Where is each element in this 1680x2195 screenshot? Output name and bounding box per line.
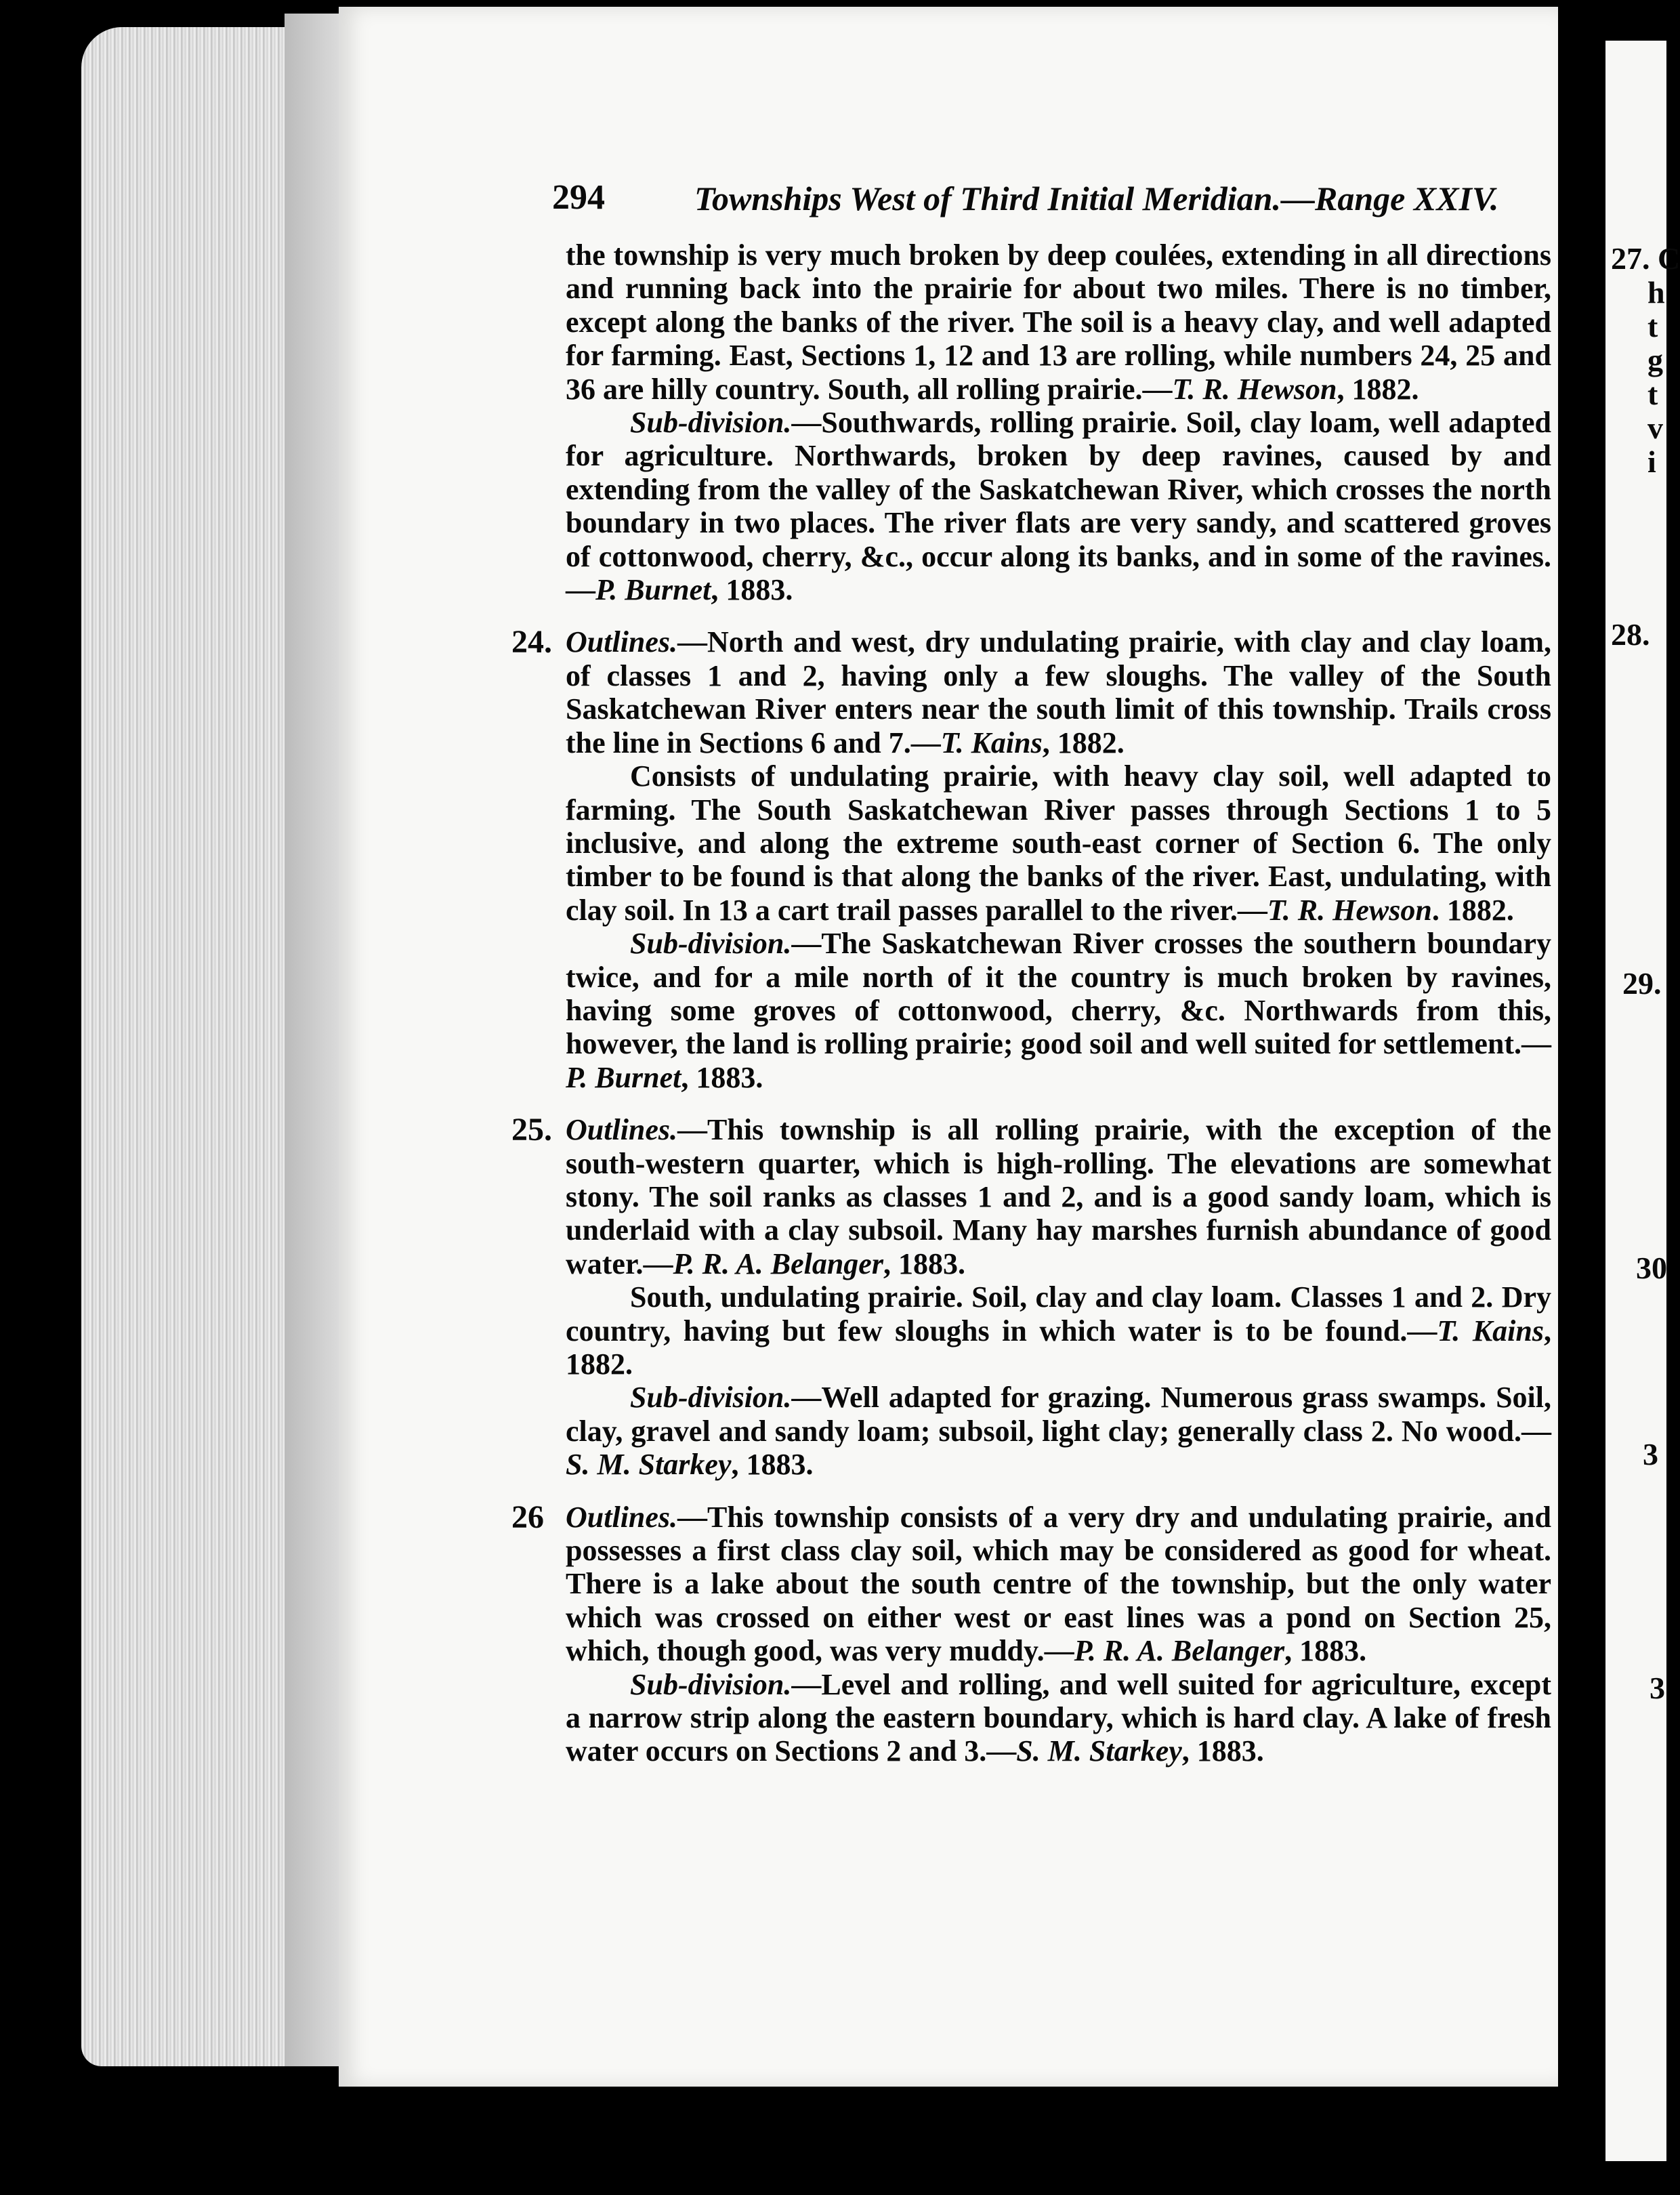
entry-paragraph: Outlines.—This township is all rolling prairie, with the exception of the south-western quarter, which is high-rolling. The elevations are somewhat stony. The soil ranks as classes 1 and 2, and is a good sandy loam, which is underlaid with a clay subsoil. Many hay marshes furnish abundance of good water.—P. R. A. Belanger, 1883. [566, 1113, 1551, 1280]
entry-paragraph: Outlines.—North and west, dry undulating prairie, with clay and clay loam, of classes 1 and 2, having only a few sloughs. The valley of the South Saskatchewan River enters near the south limit of this township. Trails cross the line in Sections 6 and 7.—T. Kains, 1882. [566, 625, 1551, 759]
entry-paragraph: Sub-division.—Well adapted for grazing. Numerous grass swamps. Soil, clay, gravel and sandy loam; subsoil, light clay; generally class 2. No wood.—S. M. Starkey, 1883. [566, 1381, 1551, 1482]
running-header [552, 177, 1538, 232]
facing-fragment: 3 [1643, 1437, 1658, 1471]
facing-fragment: 27. C [1611, 241, 1680, 276]
entry-paragraph: Sub-division.—The Saskatchewan River crosses the southern boundary twice, and for a mile north of it the country is much broken by ravines, having some groves of cottonwood, cherry, &c. Northwards from this, however, the land is rolling prairie; good soil and well suited for settlement.—P. Burnet, 1883. [566, 927, 1551, 1094]
facing-fragment: 3 [1650, 1671, 1665, 1705]
township-number: 24. [511, 624, 552, 661]
township-entry-25 [511, 1112, 1551, 1482]
continuation-paragraph: the township is very much broken by deep coulées, extending in all directions and running back into the prairie for about two miles. There is no timber, except along the banks of the river. The soil is a heavy clay, and well adapted for farming. East, Sections 1, 12 and 13 are rolling, while numbers 24, 25 and 36 are hilly country. South, all rolling prairie.—T. R. Hewson, 1882. [566, 238, 1551, 406]
facing-fragment: v [1647, 411, 1663, 445]
township-entry-24 [511, 624, 1551, 1094]
facing-fragment: h [1647, 275, 1665, 310]
entry-paragraph: South, undulating prairie. Soil, clay and clay loam. Classes 1 and 2. Dry country, having but few sloughs in which water is to be found.—T. Kains, 1882. [566, 1280, 1551, 1381]
township-number: 25. [511, 1112, 552, 1148]
facing-fragment: g [1647, 343, 1663, 377]
body-text [511, 238, 1551, 1768]
township-entry-26 [511, 1499, 1551, 1768]
entry-paragraph: Consists of undulating prairie, with heavy clay soil, well adapted to farming. The South Saskatchewan River passes through Sections 1 to 5 inclusive, and along the extreme south-east corner of Section 6. The only timber to be found is that along the banks of the river. East, undulating, with clay soil. In 13 a cart trail passes parallel to the river.—T. R. Hewson. 1882. [566, 759, 1551, 927]
facing-fragment: i [1647, 444, 1656, 479]
running-title: Townships West of Third Initial Meridian.—Range XXIV. [694, 180, 1499, 217]
township-number: 26 [511, 1499, 544, 1535]
entry-paragraph: Outlines.—This township consists of a very dry and undulating prairie, and possesses a first class clay soil, which may be considered as good for wheat. There is a lake about the south centre of the township, but the only water which was crossed on either west or east lines was a pond on Section 25, which, though good, was very muddy.—P. R. A. Belanger, 1883. [566, 1500, 1551, 1668]
facing-fragment: 28. [1611, 617, 1650, 652]
subdivision-paragraph: Sub-division.—Southwards, rolling prairie. Soil, clay loam, well adapted for agriculture. Northwards, broken by deep ravines, caused by and extending from the valley of the Saskatchewan River, which crosses the north boundary in two places. The river flats are very sandy, and scattered groves of cottonwood, cherry, &c., occur along its banks, and in some of the ravines.—P. Burnet, 1883. [566, 406, 1551, 607]
page-number: 294 [552, 178, 605, 217]
facing-fragment: t [1647, 377, 1658, 411]
facing-fragment: 29. [1622, 966, 1662, 1001]
facing-fragment: 30 [1636, 1251, 1667, 1285]
facing-page [1605, 41, 1680, 2161]
facing-fragment: t [1647, 309, 1658, 343]
entry-paragraph: Sub-division.—Level and rolling, and well suited for agriculture, except a narrow strip along the eastern boundary, which is hard clay. A lake of fresh water occurs on Sections 2 and 3.—S. M. Starkey, 1883. [566, 1667, 1551, 1768]
